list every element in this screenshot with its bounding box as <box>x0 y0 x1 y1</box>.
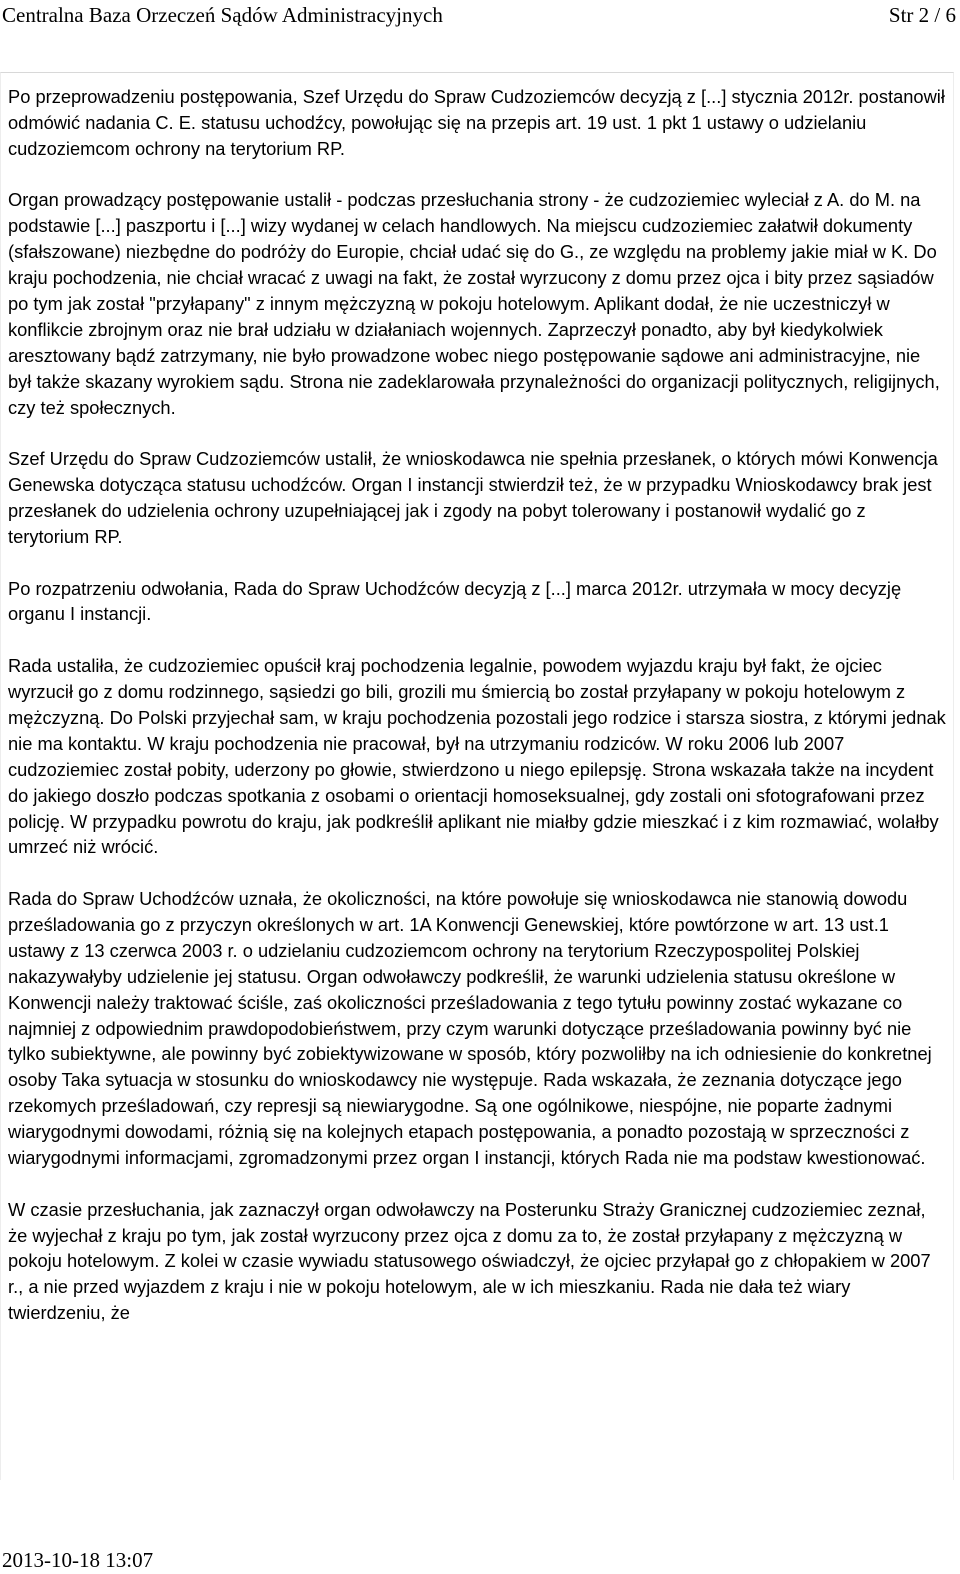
paragraph: W czasie przesłuchania, jak zaznaczył organ odwoławczy na Posterunku Straży Granicznej cudzoziemiec zeznał, że wyjechał z kraju po tym, jak został wyrzucony przez ojca z domu za to, że został przyłapany z mężczyzną w pokoju hotelowym. Z kolei w czasie wywiadu statusowego oświadczył, że ojciec przyłapał go z chłopakiem w 2007 r., a nie przed wyjazdem z kraju i nie w pokoju hotelowym, ale w ich mieszkaniu. Rada nie dała też wiary twierdzeniu, że <box>8 1198 931 1324</box>
print-timestamp: 2013-10-18 13:07 <box>2 1548 154 1572</box>
page-number: Str 2 / 6 <box>888 3 956 27</box>
paragraph: Szef Urzędu do Spraw Cudzoziemców ustalił, że wnioskodawca nie spełnia przesłanek, o których mówi Konwencja Genewska dotycząca statusu uchodźców. Organ I instancji stwierdził też, że w przypadku Wnioskodawcy brak jest przesłanek do udzielenia ochrony uzupełniającej jak i zgody na pobyt tolerowany i postanowił wydalić go z terytorium RP. <box>8 448 938 547</box>
paragraph: Po rozpatrzeniu odwołania, Rada do Spraw Uchodźców decyzją z [...] marca 2012r. utrzymała w mocy decyzję organu I instancji. <box>8 577 902 625</box>
paragraph: Organ prowadzący postępowanie ustalił - podczas przesłuchania strony - że cudzoziemiec wyleciał z A. do M. na podstawie [...] paszportu i [...] wizy wydanej w celach handlowych. Na miejscu cudzoziemiec załatwił dokumenty (sfałszowane) niezbędne do podróży do Europie, chciał udać się do G., ze względu na problemy jakie miał w K. Do kraju pochodzenia, nie chciał wracać z uwagi na fakt, że został wyrzucony z domu przez ojca i bity przez sąsiadów po tym jak został "przyłapany" z innym mężczyzną w pokoju hotelowym. Aplikant dodał, że nie uczestniczył w konflikcie zbrojnym oraz nie brał udziału w działaniach wojennych. Zaprzeczył ponadto, aby był kiedykolwiek aresztowany bądź zatrzymany, nie było prowadzone wobec niego postępowanie sądowe ani administracyjne, nie był także skazany wyrokiem sądu. Strona nie zadeklarowała przynależności do organizacji politycznych, religijnych, czy też społecznych. <box>8 189 940 418</box>
paragraph: Rada do Spraw Uchodźców uznała, że okoliczności, na które powołuje się wnioskodawca nie stanowią dowodu prześladowania go z przyczyn określonych w art. 1A Konwencji Genewskiej, które powtórzone w art. 13 ust.1 ustawy z 13 czerwca 2003 r. o udzielaniu cudzoziemcom ochrony na terytorium Rzeczypospolitej Polskiej nakazywałyby udzielenie jej statusu. Organ odwoławczy podkreślił, że warunki udzielenia statusu określone w Konwencji należy traktować ściśle, zaś okoliczności prześladowania z tego tytułu powinny zostać wykazane co najmniej z odpowiednim prawdopodobieństwem, przy czym warunki dotyczące prześladowania powinny być nie tylko subiektywne, ale powinny być zobiektywizowane w sposób, który pozwoliłby na ich odniesienie do konkretnej osoby Taka sytuacja w stosunku do wnioskodawcy nie występuje. Rada wskazała, że zeznania dotyczące jego rzekomych prześladowań, czy represji są niewiarygodne. Są one ogólnikowe, niespójne, nie poparte żadnymi wiarygodnymi dowodami, różnią się na kolejnych etapach postępowania, a ponadto pozostają w sprzeczności z wiarygodnymi informacjami, zgromadzonymi przez organ I instancji, których Rada nie ma podstaw kwestionować. <box>8 888 932 1169</box>
page-header <box>0 0 960 32</box>
paragraph: Po przeprowadzeniu postępowania, Szef Urzędu do Spraw Cudzoziemców decyzją z [...] stycznia 2012r. postanowił odmówić nadania C. E. statusu uchodźcy, powołując się na przepis art. 19 ust. 1 pkt 1 ustawy o udzielaniu cudzoziemcom ochrony na terytorium RP. <box>8 86 945 159</box>
page-title: Centralna Baza Orzeczeń Sądów Administracyjnych <box>2 3 443 27</box>
document-body <box>8 84 948 1352</box>
paragraph: Rada ustaliła, że cudzoziemiec opuścił kraj pochodzenia legalnie, powodem wyjazdu kraju był fakt, że ojciec wyrzucił go z domu rodzinnego, sąsiedzi go bili, grozili mu śmiercią bo został przyłapany w pokoju hotelowym z mężczyzną. Do Polski przyjechał sam, w kraju pochodzenia pozostali jego rodzice i starsza siostra, z którymi jednak nie ma kontaktu. W kraju pochodzenia nie pracował, był na utrzymaniu rodziców. W roku 2006 lub 2007 cudzoziemiec został pobity, uderzony po głowie, stwierdzono u niego epilepsję. Strona wskazała także na incydent do jakiego doszło podczas spotkania z osobami o orientacji homoseksualnej, gdy zostali oni sfotografowani przez policję. W przypadku powrotu do kraju, jak podkreślił aplikant nie miałby gdzie mieszkać i z kim rozmawiać, wolałby umrzeć niż wrócić. <box>8 655 946 858</box>
